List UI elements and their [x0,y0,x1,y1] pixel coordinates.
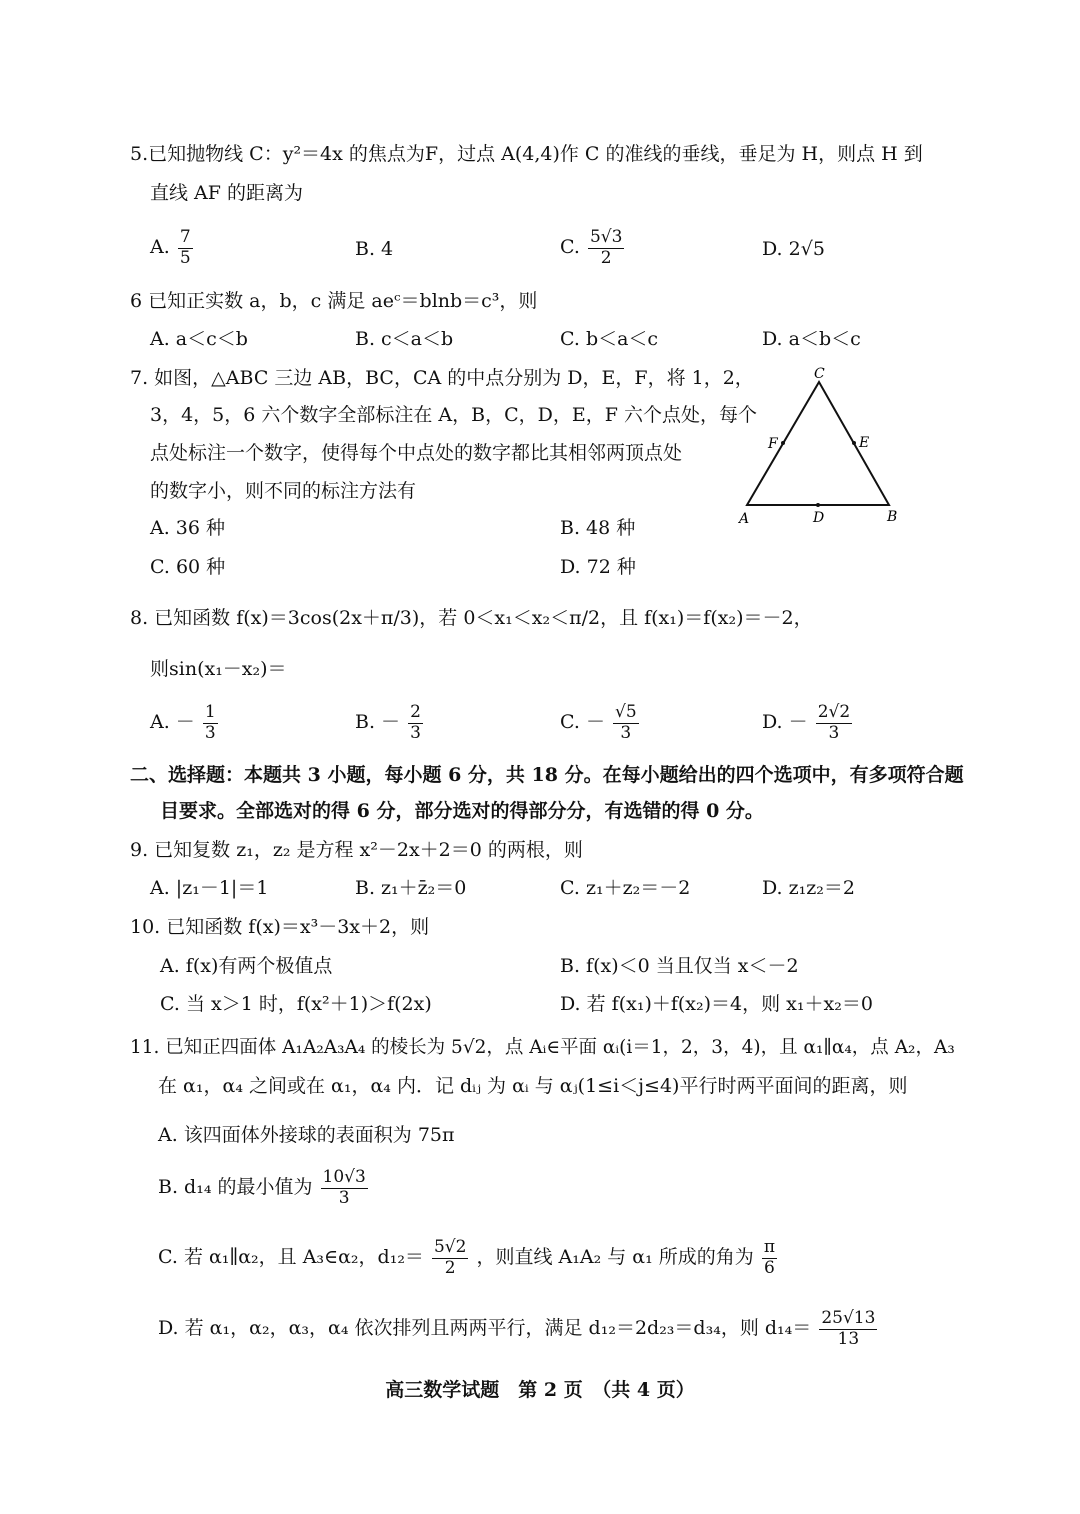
q8-option-d: D. － $\frac{2√2}{3}$ [762,702,851,743]
label-a: A [739,511,750,527]
q11-b-fraction: $\frac{10√3}{3}$ [322,1167,366,1208]
q9-option-c: C. z₁＋z₂＝－2 [560,877,691,899]
point-e [852,441,856,445]
label-b: B [887,509,898,525]
q9-stem: 9. 已知复数 z₁，z₂ 是方程 x²－2x＋2＝0 的两根，则 [130,839,583,861]
q8-stem-line1: 8. 已知函数 f(x)＝3cos(2x＋π/3)，若 0＜x₁＜x₂＜π/2，且 f(x₁)＝f(x₂)＝－2， [130,607,813,629]
q8-option-a: A. － $\frac{1}{3}$ [150,702,216,743]
q11-option-b: B. d₁₄ 的最小值为 $\frac{10√3}{3}$ [158,1167,366,1208]
section2-heading-line2: 目要求。全部选对的得 6 分，部分选对的得部分分，有选错的得 0 分。 [160,800,764,822]
q7-option-c: C. 60 种 [150,556,226,578]
q10-stem: 10. 已知函数 f(x)＝x³－3x＋2，则 [130,916,430,938]
q8-option-c: C. － $\frac{√5}{3}$ [560,702,637,743]
point-f [781,441,785,445]
q11-stem-line2: 在 α₁，α₄ 之间或在 α₁，α₄ 内．记 dᵢⱼ 为 αᵢ 与 αⱼ(1≤i＜j≤4)平行时两平面间的距离，则 [158,1075,908,1097]
label-f: F [768,436,778,452]
q10-option-c: C. 当 x＞1 时，f(x²＋1)＞f(2x) [160,993,432,1015]
q11-c-angle-fraction: $\frac{\pi}{6}$ [763,1237,776,1278]
q9-option-a: A. |z₁－1|＝1 [150,877,269,899]
label-c: C [814,366,825,382]
q7-option-b: B. 48 种 [560,517,636,539]
point-d [816,503,820,507]
q7-stem-line3: 点处标注一个数字，使得每个中点处的数字都比其相邻两顶点处 [150,442,683,464]
triangle-figure [735,362,915,532]
q8-a-fraction: $\frac{1}{3}$ [204,702,216,743]
q10-option-a: A. f(x)有两个极值点 [160,955,333,977]
q5-option-c: C. $\frac{5√3}{2}$ [560,227,623,268]
q10-option-d: D. 若 f(x₁)＋f(x₂)＝4，则 x₁＋x₂＝0 [560,993,873,1015]
q11-option-a: A. 该四面体外接球的表面积为 75π [158,1124,455,1146]
q9-option-b: B. z₁＋z̄₂＝0 [355,877,467,899]
q11-c-fraction: $\frac{5√2}{2}$ [433,1237,467,1278]
label-d: D [813,510,825,526]
q11-d-fraction: $\frac{25√13}{13}$ [821,1308,876,1349]
q9-option-d: D. z₁z₂＝2 [762,877,855,899]
q7-stem-line4: 的数字小，则不同的标注方法有 [150,480,417,502]
q6-option-d: D. a＜b＜c [762,328,861,350]
q6-option-c: C. b＜a＜c [560,328,659,350]
q6-option-a: A. a＜c＜b [150,328,248,350]
q11-option-d: D. 若 α₁，α₂，α₃，α₄ 依次排列且两两平行，满足 d₁₂＝2d₂₃＝d₃₄，则 d₁₄＝ $\frac{25√13}{13}$ [158,1308,876,1349]
page-footer: 高三数学试题 第 2 页 （共 4 页） [385,1379,695,1401]
label-e: E [859,435,870,451]
q7-option-d: D. 72 种 [560,556,636,578]
q7-stem-line2: 3，4，5，6 六个数字全部标注在 A，B，C，D，E，F 六个点处，每个 [150,404,757,426]
q5-option-d: D. 2√5 [762,238,825,260]
q7-stem-line1: 7. 如图，△ABC 三边 AB，BC，CA 的中点分别为 D，E，F，将 1，2， [130,367,754,389]
q5-stem-line1: 5.已知抛物线 C：y²＝4x 的焦点为F，过点 A(4,4)作 C 的准线的垂线，垂足为 H，则点 H 到 [130,143,923,165]
q6-option-b: B. c＜a＜b [355,328,454,350]
q5-option-a: A. $\frac{7}{5}$ [150,227,191,268]
q5-stem-line2: 直线 AF 的距离为 [150,182,303,204]
q11-stem-line1: 11. 已知正四面体 A₁A₂A₃A₄ 的棱长为 5√2，点 Aᵢ∈平面 αᵢ(i＝1，2，3，4)，且 α₁∥α₄，点 A₂，A₃ [130,1037,955,1058]
section2-heading-line1: 二、选择题：本题共 3 小题，每小题 6 分，共 18 分。在每小题给出的四个选项中，有多项符合题 [130,764,964,786]
q5-option-b: B. 4 [355,238,394,260]
q8-stem-line2: 则sin(x₁－x₂)＝ [150,658,287,680]
q8-c-fraction: $\frac{√5}{3}$ [615,702,637,743]
q10-option-b: B. f(x)＜0 当且仅当 x＜－2 [560,955,799,977]
q6-stem: 6 已知正实数 a，b，c 满足 aeᶜ＝blnb＝c³，则 [130,290,538,312]
q11-option-c: C. 若 α₁∥α₂，且 A₃∈α₂，d₁₂＝ $\frac{5√2}{2}$ ，则直线 A₁A₂ 与 α₁ 所成的角为 $\frac{\pi}{6}$ [158,1237,776,1278]
q8-b-fraction: $\frac{2}{3}$ [410,702,421,743]
q5-c-fraction: $\frac{5√3}{2}$ [589,227,623,268]
q8-option-b: B. － $\frac{2}{3}$ [355,702,421,743]
q8-d-fraction: $\frac{2√2}{3}$ [817,702,851,743]
q5-a-fraction: $\frac{7}{5}$ [179,227,191,268]
q7-option-a: A. 36 种 [150,517,226,539]
